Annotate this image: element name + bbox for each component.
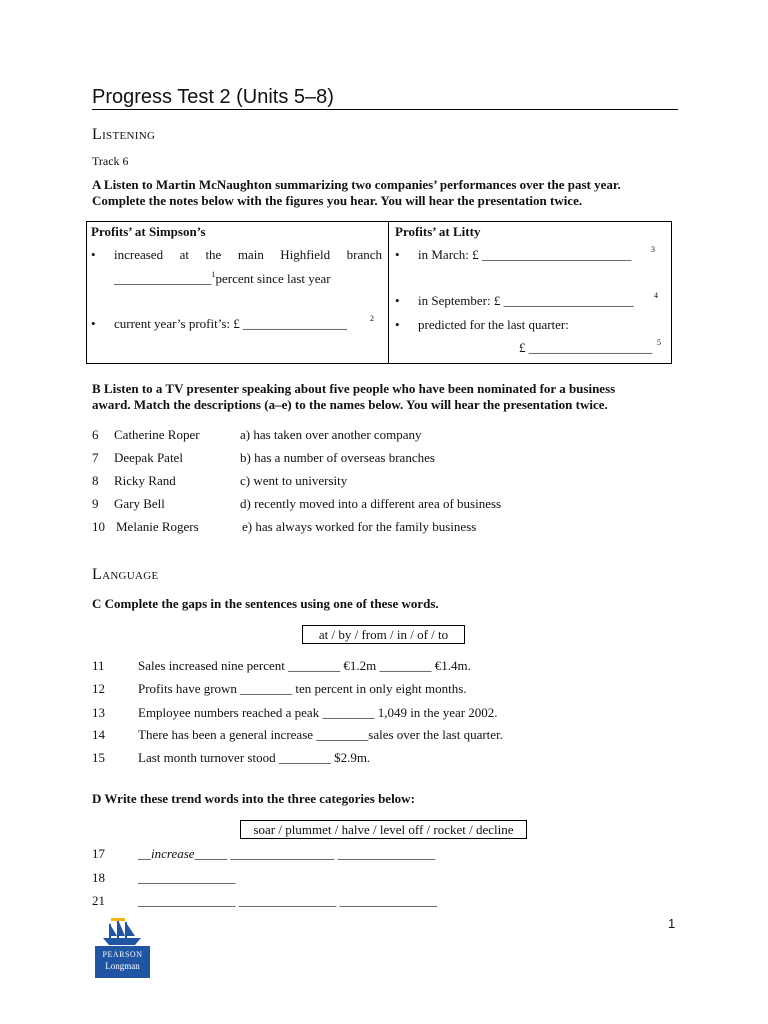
section-a-instruction-2: Complete the notes below with the figures you hear. You will hear the presentation twice. xyxy=(92,193,583,208)
b-item-name: Ricky Rand xyxy=(114,473,176,488)
b-item-num: 6 xyxy=(92,427,99,442)
section-c-instruction: C Complete the gaps in the sentences using one of these words. xyxy=(92,596,439,611)
bullet: • xyxy=(91,247,96,262)
b-item-num: 10 xyxy=(92,519,105,534)
section-a-instruction-1: A Listen to Martin McNaughton summarizing two companies’ performances over the past year. xyxy=(92,177,621,192)
simpsons-item-2: current year’s profit’s: £ ________________ xyxy=(114,316,347,331)
example-blank-pre: __ xyxy=(138,846,151,861)
d-item-num: 21 xyxy=(92,893,105,908)
c-item-num: 15 xyxy=(92,750,105,765)
c-item-text: There has been a general increase ________sales over the last quarter. xyxy=(138,727,503,742)
table-divider xyxy=(388,222,389,363)
bullet: • xyxy=(91,316,96,331)
d-item-num: 18 xyxy=(92,870,105,885)
d-item-answer xyxy=(138,846,435,862)
blank-1[interactable]: _______________ xyxy=(114,271,212,286)
b-item-desc: b) has a number of overseas branches xyxy=(240,450,435,465)
d-word-box: soar / plummet / halve / level off / rocket / decline xyxy=(240,820,527,839)
c-item-num: 13 xyxy=(92,705,105,720)
simpsons-item-1: increased at the main Highfield branch xyxy=(114,247,382,262)
logo-longman: Longman xyxy=(105,961,140,971)
section-d-instruction: D Write these trend words into the three categories below: xyxy=(92,791,415,806)
c-word-box: at / by / from / in / of / to xyxy=(302,625,465,644)
d-blanks[interactable]: _______________ _______________ _______________ xyxy=(138,893,437,908)
b-item-name: Deepak Patel xyxy=(114,450,183,465)
ship-icon xyxy=(95,918,150,948)
d-item-num: 17 xyxy=(92,846,105,861)
c-item-text: Last month turnover stood ________ $2.9m. xyxy=(138,750,371,765)
simpsons-item-1b-text: percent since last year xyxy=(215,271,331,286)
c-item-text: Profits have grown ________ ten percent in only eight months. xyxy=(138,681,467,696)
section-b-instruction-1: B Listen to a TV presenter speaking about five people who have been nominated for a business xyxy=(92,381,616,396)
b-item-name: Catherine Roper xyxy=(114,427,200,442)
language-heading: Language xyxy=(92,566,159,583)
b-item-num: 8 xyxy=(92,473,99,488)
listening-heading: Listening xyxy=(92,126,156,143)
section-b-instruction-2: award. Match the descriptions (a–e) to the names below. You will hear the presentation twice. xyxy=(92,397,608,412)
c-item-num: 12 xyxy=(92,681,105,696)
b-item-desc: c) went to university xyxy=(240,473,348,488)
c-item-num: 11 xyxy=(92,658,105,673)
page-title: Progress Test 2 (Units 5–8) xyxy=(92,86,334,108)
c-item-text: Sales increased nine percent ________ €1.2m ________ €1.4m. xyxy=(138,658,471,673)
litty-item-3: predicted for the last quarter: xyxy=(418,317,569,332)
b-item-desc: d) recently moved into a different area of business xyxy=(240,496,502,511)
d-blanks[interactable]: ________________ _______________ xyxy=(230,846,436,861)
d-blanks[interactable]: _______________ xyxy=(138,870,236,885)
b-item-name: Melanie Rogers xyxy=(116,519,199,534)
page-number: 1 xyxy=(668,916,676,931)
b-item-num: 7 xyxy=(92,450,99,465)
gap-number-2: 2 xyxy=(370,314,374,323)
logo-wordmark xyxy=(95,946,150,978)
b-item-desc: e) has always worked for the family business xyxy=(242,519,477,534)
track-label: Track 6 xyxy=(92,154,129,168)
pearson-longman-logo xyxy=(95,918,150,978)
litty-item-2: in September: £ ____________________ xyxy=(418,293,634,308)
gap-number-5: 5 xyxy=(657,338,661,347)
table-header-simpsons: Profits’ at Simpson’s xyxy=(91,224,206,239)
b-item-name: Gary Bell xyxy=(114,496,165,511)
gap-number-4: 4 xyxy=(654,291,658,300)
logo-pearson: PEARSON xyxy=(102,950,143,959)
title-rule xyxy=(92,109,678,110)
bullet: • xyxy=(395,247,400,262)
gap-number-1: 1 xyxy=(211,270,216,279)
b-item-num: 9 xyxy=(92,496,99,511)
gap-number-3: 3 xyxy=(651,245,655,254)
c-item-text: Employee numbers reached a peak ________ 1,049 in the year 2002. xyxy=(138,705,498,720)
example-blank-post: _____ xyxy=(194,846,228,861)
simpsons-item-1b xyxy=(114,271,331,287)
example-word: increase xyxy=(151,846,195,861)
litty-item-3b: £ ___________________ xyxy=(519,340,653,355)
litty-item-1: in March: £ _______________________ xyxy=(418,247,632,262)
bullet: • xyxy=(395,317,400,332)
table-header-litty: Profits’ at Litty xyxy=(395,224,481,239)
bullet: • xyxy=(395,293,400,308)
b-item-desc: a) has taken over another company xyxy=(240,427,422,442)
c-item-num: 14 xyxy=(92,727,105,742)
